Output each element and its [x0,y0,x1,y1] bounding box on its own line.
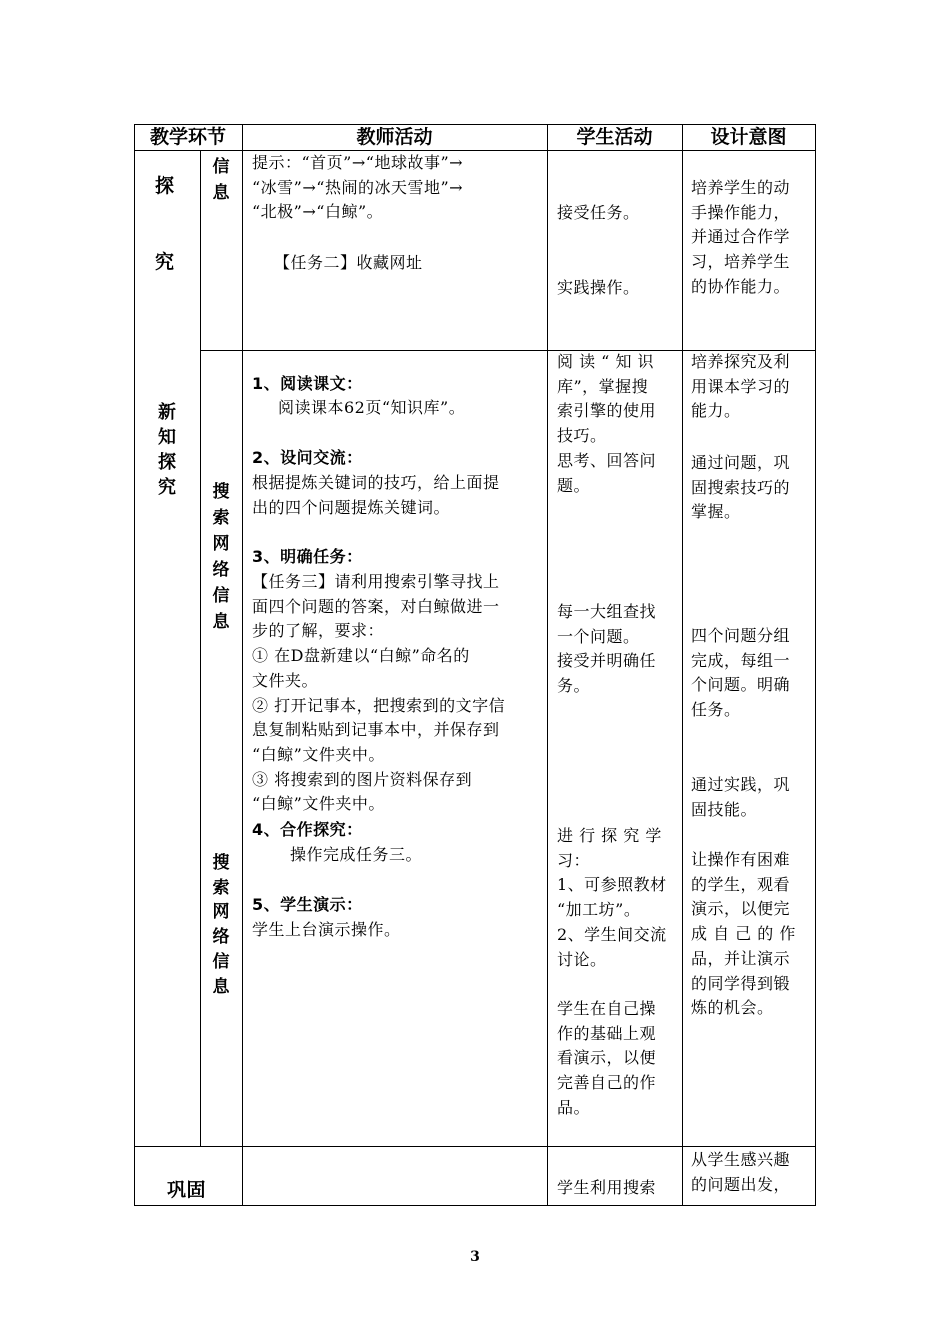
text-line: ③ 将搜索到的图片资料保存到 [252,769,473,789]
text-line: 阅 读 “ 知 识 [557,352,655,371]
student-column-border [547,124,548,1206]
sub-char: 络 [212,560,230,580]
text-line: 培养学生的动 [691,178,791,197]
section-char: 新 [158,402,176,423]
sub-char: 索 [212,508,230,528]
design-column-border [682,124,683,1206]
text-line: 完善自己的作 [557,1073,657,1093]
section-char: 究 [158,477,176,498]
step1-body: 阅读课本62页“知识库”。 [278,398,466,417]
text-line: ② 打开记事本，把搜索到的文字信 [252,695,506,715]
text-line: 技巧。 [557,426,607,446]
text-line: 接受并明确任 [557,651,657,671]
row2-bottom-border [134,1146,816,1147]
text-line: ① 在D盘新建以“白鲸”命名的 [252,646,470,666]
row2-student-c [557,824,679,972]
sub-search-network-info-1 [206,479,236,635]
sub-char: 信 [212,157,230,177]
text-line: 的同学得到锻 [691,973,791,993]
text-line: 用课本学习的 [691,376,791,396]
text-line: 成 自 己 的 作 [691,924,796,944]
text-line: 培养探究及利 [691,352,791,371]
text-line: “白鲸”文件夹中。 [252,744,385,764]
text-line: “加工坊”。 [557,900,641,920]
text-line: 库”，掌握搜 [557,376,649,396]
section-char: 探 [158,452,176,473]
text-line: 进 行 探 究 学 [557,826,662,845]
text-line: 一个问题。 [557,626,640,646]
row2-design-e [691,848,813,1021]
step2-body [252,471,544,520]
text-line: 任务。 [691,700,741,720]
teacher-column-border [242,124,243,1206]
sub-char: 息 [212,976,230,997]
text-line: 索引擎的使用 [557,401,657,421]
header-design-intent: 设计意图 [710,126,787,148]
row1-student-practice: 实践操作。 [557,278,640,297]
text-line: 通过问题，巩 [691,453,791,472]
text-line: 根据提炼关键词的技巧，给上面提 [252,473,500,492]
text-line: 的学生，观看 [691,874,791,894]
section-char: 知 [158,427,176,448]
step4-title: 4、合作探究： [252,820,363,839]
row2-design-d [691,773,813,822]
text-line: 作的基础上观 [557,1023,657,1043]
text-line: 品，并让演示 [691,948,791,968]
table-bottom-border [134,1205,816,1206]
row2-design-a [691,350,813,424]
text-line: “白鲸”文件夹中。 [252,794,385,814]
text-line: 习，培养学生 [691,252,791,272]
row2-design-b [691,451,813,525]
step1-title: 1、阅读课文： [252,374,363,393]
text-line: 面四个问题的答案，对白鲸做进一 [252,596,500,616]
text-line: 题。 [557,475,591,495]
text-line: 1、可参照教材 [557,875,667,895]
text-line: 每一大组查找 [557,602,657,621]
section-new-knowledge [152,400,182,500]
section-jiu: 究 [155,251,175,273]
header-teacher-activity: 教师活动 [356,126,433,148]
text-line: 看演示，以便 [557,1048,657,1068]
page-number: 3 [470,1249,480,1265]
row1-teacher-hint [252,151,544,225]
sub-char: 息 [212,612,230,632]
sub-char: 索 [212,877,230,898]
text-line: 步的了解，要求： [252,621,385,641]
sub-char: 搜 [212,482,230,502]
step5-title: 5、学生演示： [252,895,363,914]
text-line: 从学生感兴趣 [691,1150,791,1169]
row1-design [691,176,813,300]
text-line: 手操作能力， [691,202,791,222]
row2-student-d [557,997,679,1121]
text-line: 习： [557,850,591,870]
text-line: “北极”→“白鲸”。 [252,202,384,222]
text-line: 品。 [557,1097,591,1117]
text-line: 四个问题分组 [691,626,791,645]
header-teaching-phase: 教学环节 [149,126,226,148]
row3-student: 学生利用搜索 [557,1178,657,1197]
section-consolidate: 巩固 [167,1179,207,1201]
text-line: 个问题。明确 [691,675,791,695]
sub-char: 网 [212,902,230,923]
sub-char: 信 [212,586,230,606]
step5-body: 学生上台演示操作。 [252,920,401,939]
text-line: 文件夹。 [252,670,319,690]
sub-column-border [200,150,201,1147]
sub-search-network-info-2 [206,851,236,999]
table-right-border [815,124,816,1206]
step4-body: 操作完成任务三。 [290,845,423,864]
sub-char: 络 [212,927,230,948]
text-line: 【任务三】请利用搜索引擎寻找上 [252,572,500,591]
step3-body [252,570,544,817]
row2-student-a [557,350,679,498]
header-student-activity: 学生活动 [576,126,653,148]
text-line: 思考、回答问 [557,450,657,470]
section-tan: 探 [155,175,175,197]
text-line: 完成，每组一 [691,650,791,670]
text-line: 能力。 [691,401,741,421]
sub-char: 信 [212,951,230,972]
row2-design-c [691,624,813,723]
sub-char: 网 [212,534,230,554]
text-line: “冰雪”→“热闹的冰天雪地”→ [252,177,464,197]
step3-title: 3、明确任务： [252,547,363,566]
sub-xinxi [206,154,236,206]
sub-char: 息 [212,183,230,203]
text-line: 2、学生间交流 [557,924,667,944]
row3-design [691,1148,813,1197]
text-line: 的协作能力。 [691,276,791,296]
row1-task2: 【任务二】收藏网址 [274,253,423,272]
text-line: 提示：“首页”→“地球故事”→ [252,153,464,172]
text-line: 息复制粘贴到记事本中，并保存到 [252,720,500,740]
table-left-border [134,124,135,1206]
text-line: 讨论。 [557,949,607,969]
step2-title: 2、设问交流： [252,448,363,467]
text-line: 并通过合作学 [691,227,791,247]
text-line: 掌握。 [691,502,741,522]
text-line: 务。 [557,676,591,696]
text-line: 通过实践，巩 [691,775,791,794]
text-line: 固搜索技巧的 [691,477,791,497]
sub-char: 搜 [212,853,230,873]
text-line: 固技能。 [691,799,758,819]
row1-student-accept: 接受任务。 [557,203,640,222]
text-line: 出的四个问题提炼关键词。 [252,497,451,517]
text-line: 学生在自己操 [557,999,657,1018]
text-line: 演示，以便完 [691,899,791,919]
text-line: 的问题出发， [691,1174,791,1194]
text-line: 让操作有困难 [691,850,791,869]
row2-student-b [557,600,679,699]
text-line: 炼的机会。 [691,998,774,1018]
